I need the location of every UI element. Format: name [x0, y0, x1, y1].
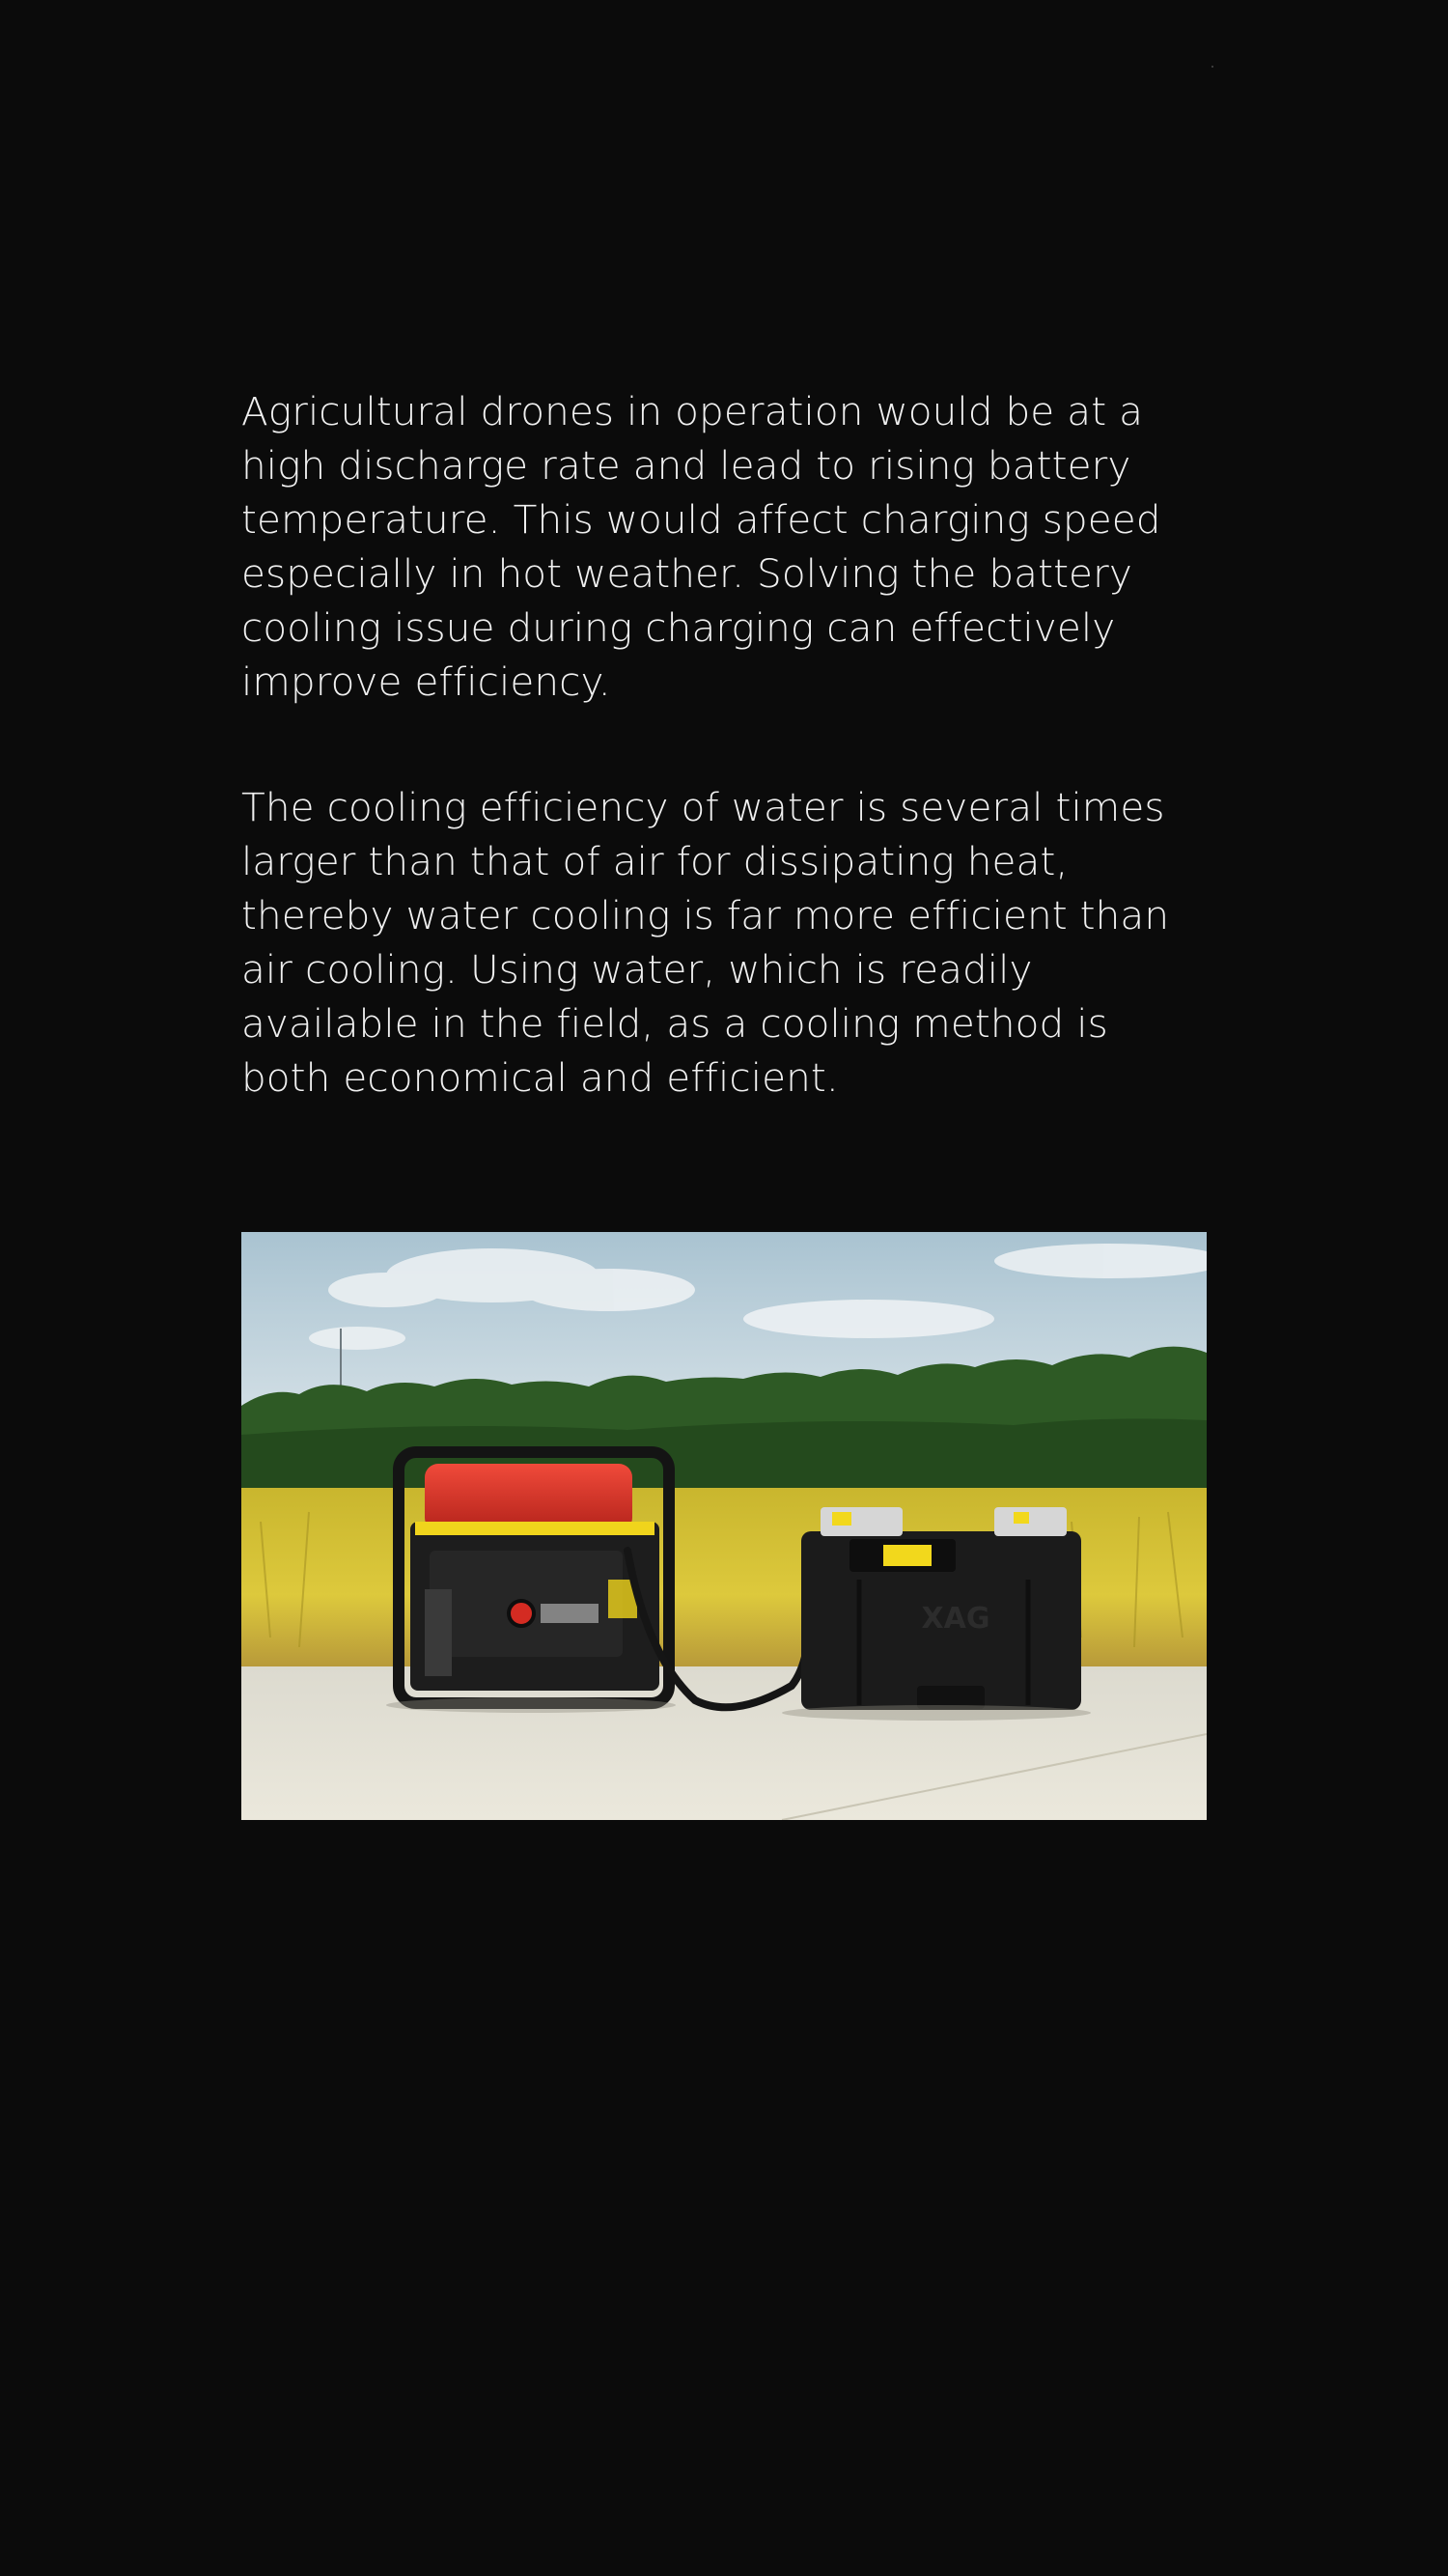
fuel-tank	[425, 1464, 632, 1531]
generator	[399, 1452, 669, 1703]
decorative-dot	[1211, 66, 1213, 68]
article-body	[241, 384, 1207, 1105]
product-photo	[241, 1232, 1207, 1820]
water-cooling-charger	[801, 1507, 1081, 1710]
paragraph-battery-temperature: Agricultural drones in operation would be at a high discharge rate and lead to rising battery temperature. This would affect charging speed especially in hot weather. Solving the battery cooling issue during charging can effectively improve efficiency.	[241, 388, 1161, 705]
paragraph-water-cooling: The cooling efficiency of water is several times larger than that of air for dissipating heat, thereby water cooling is far more efficient than air cooling. Using water, which is readily available in the field, as a cooling method is both economical and efficient.	[241, 784, 1170, 1101]
generator-and-charger-illustration	[241, 1232, 1207, 1820]
brand-marking: XAG	[921, 1602, 990, 1636]
